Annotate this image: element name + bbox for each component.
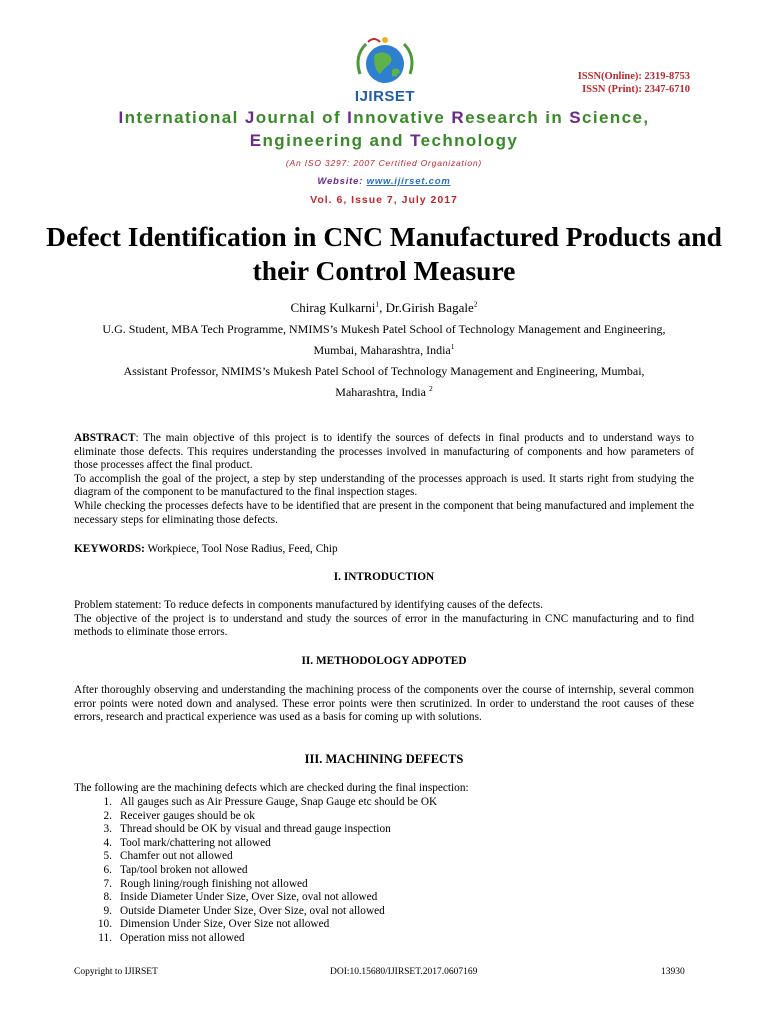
journal-title-line-2 xyxy=(0,131,768,151)
journal-cap: S xyxy=(569,108,583,127)
introduction-paragraph-1: Problem statement: To reduce defects in components manufactured by identifying causes of the defects. xyxy=(74,599,543,611)
defect-text: Chamfer out not allowed xyxy=(120,850,233,863)
keywords-label: KEYWORDS: xyxy=(74,543,145,555)
affiliation-1-line-1: U.G. Student, MBA Tech Programme, NMIMS’s Mukesh Patel School of Technology Management and Engineering, xyxy=(102,322,666,336)
website-label: Website: xyxy=(317,176,367,187)
journal-cap: J xyxy=(244,108,256,127)
affiliation-1-line-2 xyxy=(40,343,728,358)
defect-text: Receiver gauges should be ok xyxy=(120,809,255,822)
defect-text: Thread should be OK by visual and thread gauge inspection xyxy=(120,823,391,836)
issn-block xyxy=(578,70,690,96)
abstract-paragraph-2: To accomplish the goal of the project, a step by step understanding of the processes approach is used. It starts right from studying the diagram of the component to be manufactured to the final inspection stages. xyxy=(74,472,694,499)
defect-number: 5. xyxy=(103,850,112,863)
author-2: Dr.Girish Bagale xyxy=(385,300,474,315)
journal-cap: E xyxy=(249,131,263,150)
journal-cap: I xyxy=(118,108,125,127)
website-link[interactable]: www.ijirset.com xyxy=(366,176,451,187)
logo-text: IJIRSET xyxy=(354,88,416,105)
defect-number: 6. xyxy=(103,863,112,876)
defect-text: All gauges such as Air Pressure Gauge, Snap Gauge etc should be OK xyxy=(120,796,438,808)
defects-list xyxy=(74,796,694,946)
globe-icon xyxy=(330,34,440,90)
affiliation-1-sup: 1 xyxy=(450,342,455,351)
defect-number: 11. xyxy=(98,931,112,944)
paper-title: Defect Identification in CNC Manufactured Products and their Control Measure xyxy=(46,221,722,286)
issn-print: ISSN (Print): 2347-6710 xyxy=(582,84,690,95)
footer-doi: DOI:10.15680/IJIRSET.2017.0607169 xyxy=(330,967,478,977)
journal-word: cience, xyxy=(582,108,650,127)
defect-number: 7. xyxy=(103,877,112,890)
defect-list-item xyxy=(74,891,694,905)
abstract xyxy=(74,432,694,527)
defect-list-item xyxy=(74,864,694,878)
introduction-body xyxy=(74,599,694,640)
author-separator: , xyxy=(379,300,386,315)
journal-title-line-1 xyxy=(0,108,768,128)
defect-list-item xyxy=(74,796,694,810)
keywords-text: Workpiece, Tool Nose Radius, Feed, Chip xyxy=(144,543,338,555)
journal-logo xyxy=(330,34,440,110)
website-line xyxy=(0,176,768,187)
defect-list-item xyxy=(74,878,694,892)
affiliation-2-line-2 xyxy=(40,385,728,400)
defect-number: 10. xyxy=(97,918,112,931)
defect-text: Tool mark/chattering not allowed xyxy=(120,836,271,849)
section-heading-machining-defects: III. MACHINING DEFECTS xyxy=(304,752,464,766)
volume-issue: Vol. 6, Issue 7, July 2017 xyxy=(310,194,458,206)
journal-cap: T xyxy=(410,131,421,150)
defect-number: 3. xyxy=(103,823,112,836)
journal-word: ngineering and xyxy=(262,131,411,150)
defect-text: Operation miss not allowed xyxy=(120,931,245,944)
journal-word: nternational xyxy=(124,108,245,127)
journal-word: esearch in xyxy=(465,108,570,127)
section-heading-methodology: II. METHODOLOGY ADPOTED xyxy=(301,655,467,667)
defect-text: Outside Diameter Under Size, Over Size, oval not allowed xyxy=(120,904,385,917)
defect-number: 1. xyxy=(103,796,112,808)
journal-cap: R xyxy=(451,108,466,127)
defect-number: 8. xyxy=(103,891,112,904)
defect-number: 2. xyxy=(103,809,112,822)
methodology-paragraph: After thoroughly observing and understanding the machining process of the components over the course of internship, several common error points were noted down and analysed. These error points were then scrutinized. In order to understand the root causes of these errors, research and practical experience was used as a basis for coming up with solutions. xyxy=(74,684,694,724)
affiliation-2-line-1: Assistant Professor, NMIMS’s Mukesh Patel School of Technology Management and Engineering, Mumbai, xyxy=(123,364,645,378)
certification-note: (An ISO 3297: 2007 Certified Organization) xyxy=(285,158,483,168)
abstract-paragraph-3: While checking the processes defects have to be identified that are present in the component that being manufactured and implement the necessary steps for eliminating those defects. xyxy=(74,499,694,526)
defect-list-item xyxy=(74,837,694,851)
defect-list-item xyxy=(74,850,694,864)
section-heading-introduction: I. INTRODUCTION xyxy=(333,571,435,583)
defects-intro: The following are the machining defects which are checked during the final inspection: xyxy=(74,782,469,794)
defect-text: Tap/tool broken not allowed xyxy=(120,863,248,876)
affiliation-1-place: Mumbai, Maharashtra, India xyxy=(313,343,451,357)
author-2-sup: 2 xyxy=(473,299,478,309)
defect-list-item xyxy=(74,810,694,824)
journal-word: ournal of xyxy=(255,108,348,127)
footer-page-number: 13930 xyxy=(661,967,685,977)
affiliation-2-place: Maharashtra, India xyxy=(335,385,429,399)
defect-text: Rough lining/rough finishing not allowed xyxy=(120,877,308,890)
introduction-paragraph-2: The objective of the project is to understand and study the sources of error in the manufacturing in CNC manufacturing and to find methods to eliminate those errors. xyxy=(74,612,694,639)
keywords xyxy=(74,543,694,557)
affiliation-2-sup: 2 xyxy=(428,384,433,393)
author-1: Chirag Kulkarni xyxy=(290,300,376,315)
authors-line xyxy=(40,300,728,315)
defect-list-item xyxy=(74,823,694,837)
footer-copyright: Copyright to IJIRSET xyxy=(74,967,158,977)
defect-list-item xyxy=(74,918,694,932)
issn-online: ISSN(Online): 2319-8753 xyxy=(577,71,690,82)
journal-cap: I xyxy=(347,108,354,127)
defect-number: 4. xyxy=(103,836,112,849)
abstract-paragraph-1 xyxy=(74,432,694,473)
abstract-label: ABSTRACT xyxy=(74,432,136,444)
abstract-text-1: : The main objective of this project is to identify the sources of defects in final products and to understand ways to eliminate those defects. This requires understanding the processes involved in manufacturing of components and how parameters of those processes affect the final product. xyxy=(74,432,694,472)
defect-text: Inside Diameter Under Size, Over Size, oval not allowed xyxy=(120,891,378,904)
journal-word: echnology xyxy=(420,131,519,150)
defect-number: 9. xyxy=(103,904,112,917)
journal-word: nnovative xyxy=(353,108,452,127)
defect-text: Dimension Under Size, Over Size not allowed xyxy=(120,918,330,931)
defect-list-item xyxy=(74,932,694,946)
author-1-sup: 1 xyxy=(375,299,380,309)
defect-list-item xyxy=(74,905,694,919)
